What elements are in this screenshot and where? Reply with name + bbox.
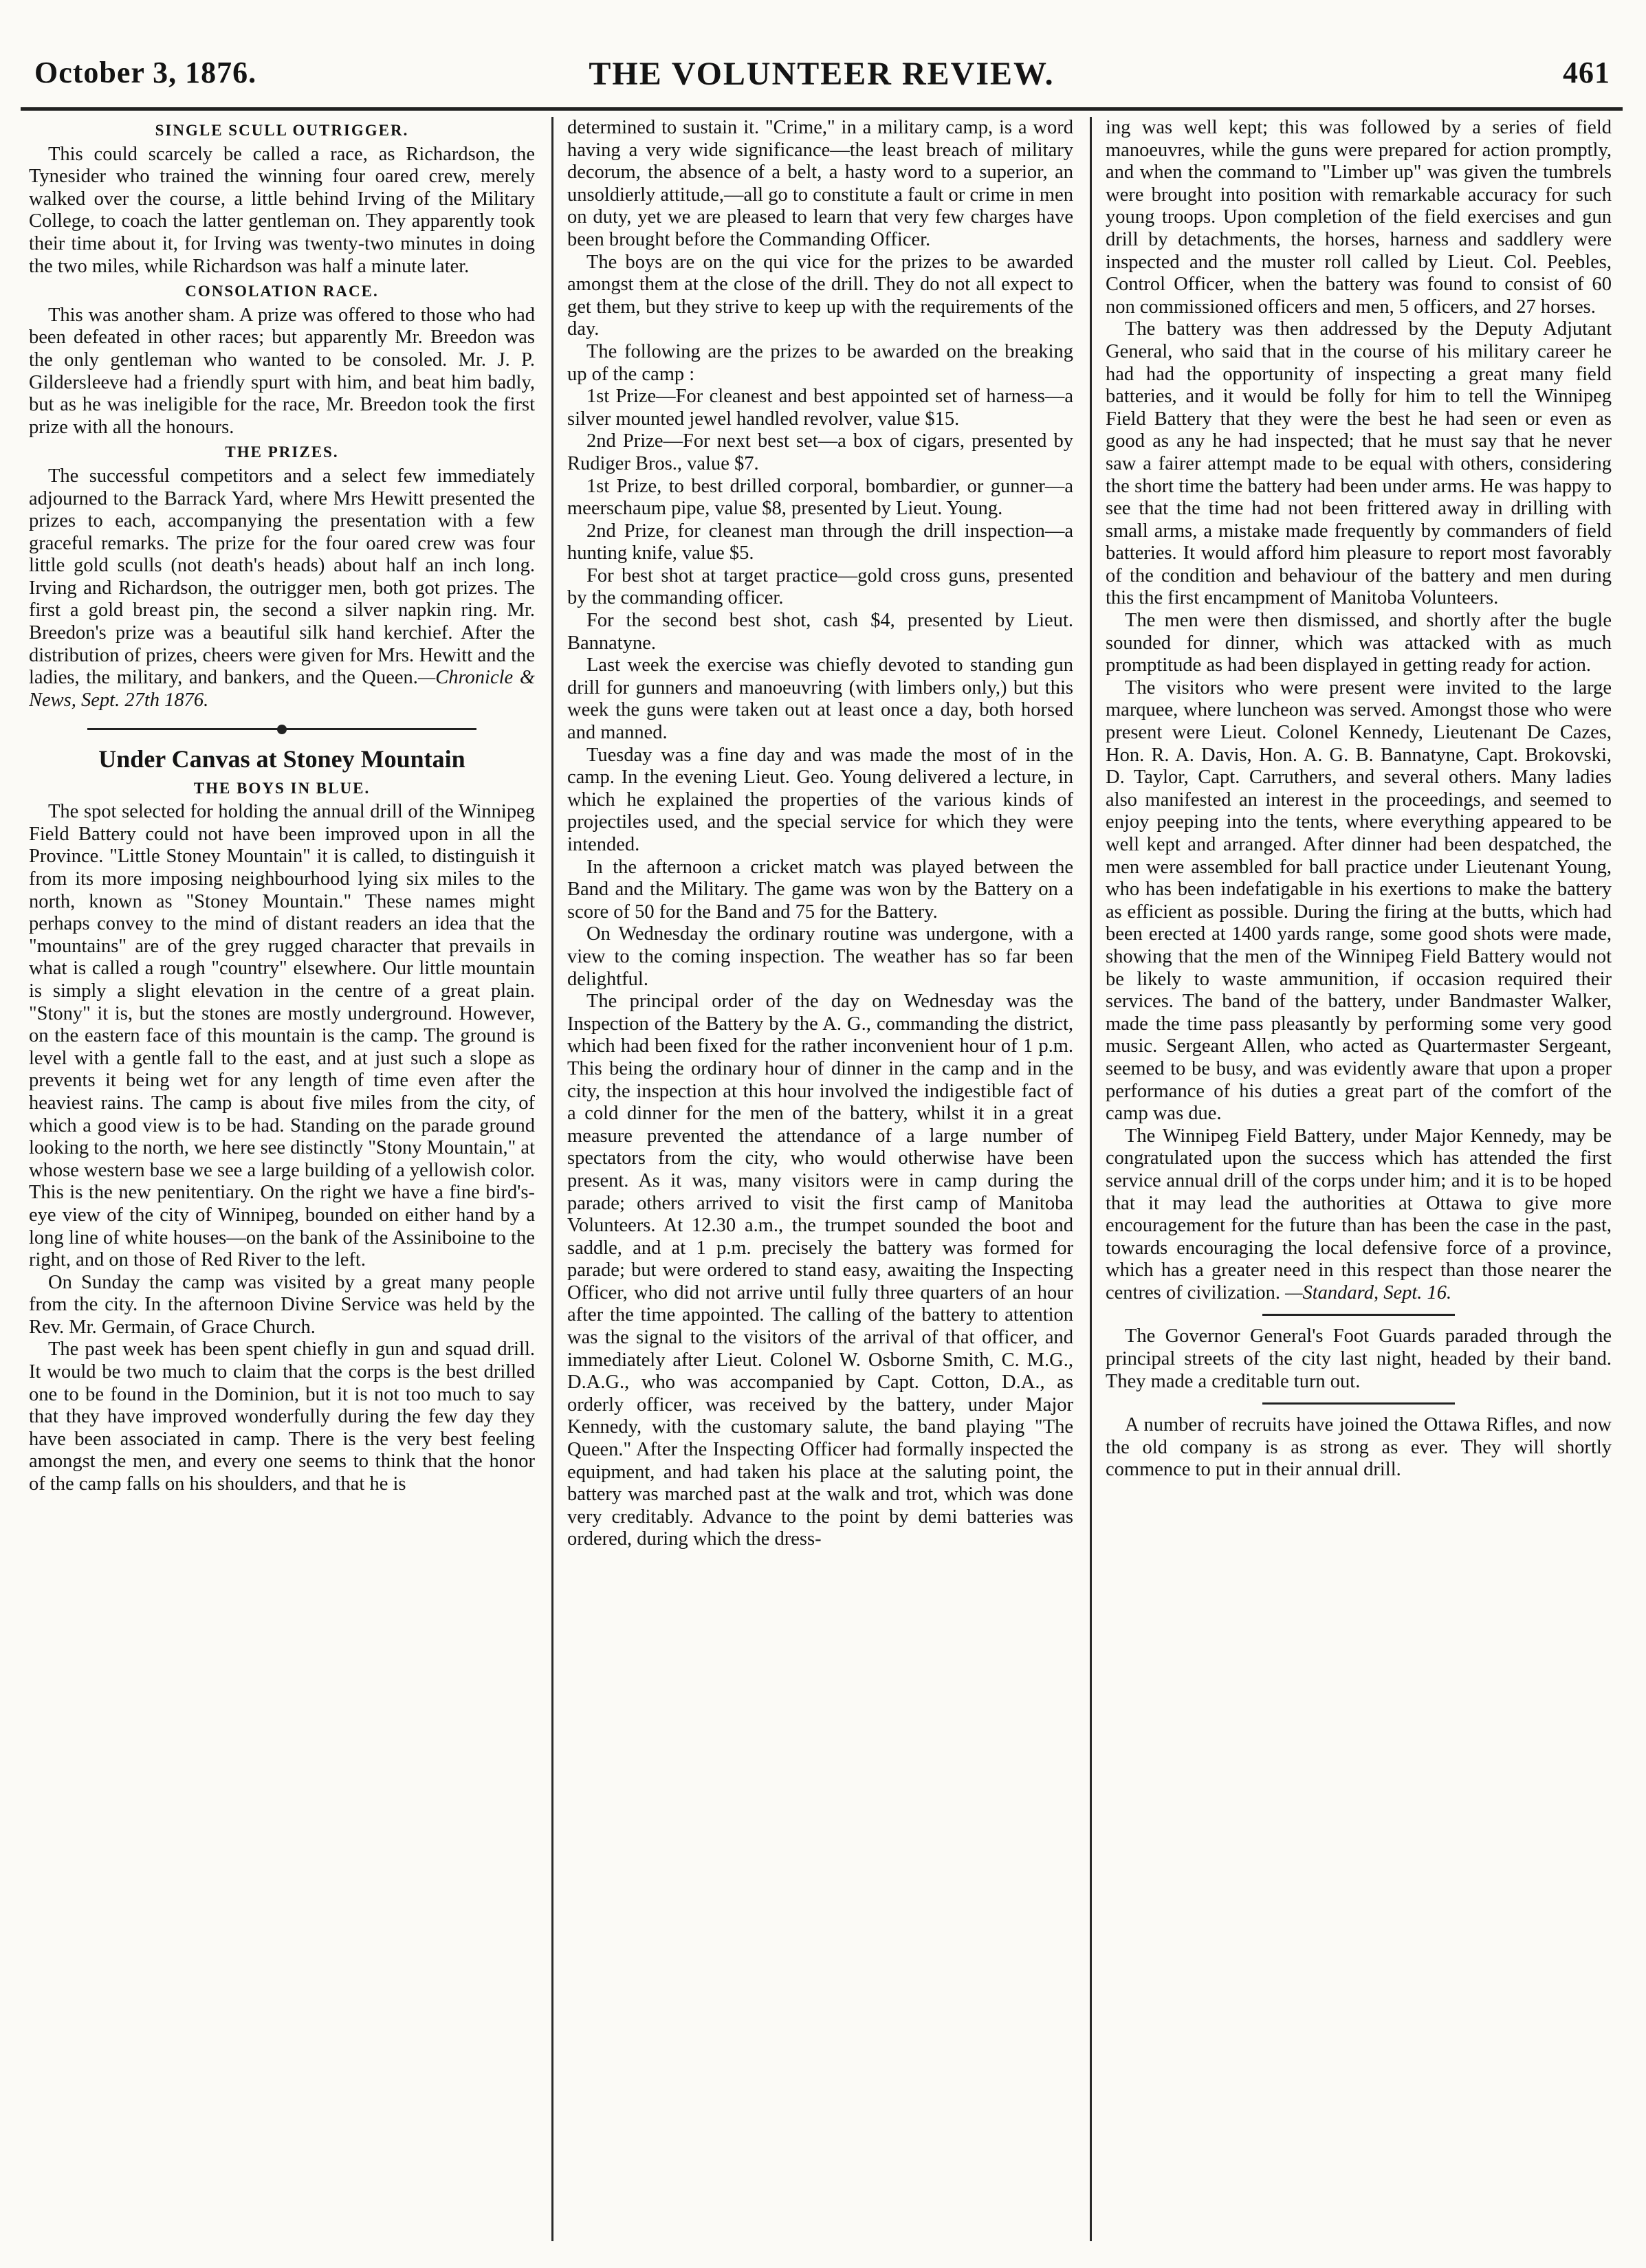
- paragraph: The Governor General's Foot Guards paraded through the principal streets of the city last night, headed by their band. They made a creditable turn out.: [1106, 1325, 1612, 1392]
- section-heading-consolation: CONSOLATION RACE.: [185, 283, 379, 300]
- paragraph: The spot selected for holding the annual drill of the Winnipeg Field Battery could not have been improved upon in all the Province. "Little Stoney Mountain" it is called, to distinguish it from its more imposing neighbourhood lying six miles to the north, known as "Stoney Mountain." These names might perhaps convey to the mind of distant readers an idea that the "mountains" are of the grey rugged character that prevails in what is called a rough "country" elsewhere. Our little mountain is simply a slight elevation in the centre of a great plain. "Stony" it is, but the stones are mostly underground. However, on the eastern face of this mountain is the camp. The ground is level with a gentle fall to the east, and at just such a slope as prevents it being wet for any length of time even after the heaviest rains. The camp is about five miles from the city, of which a good view is to be had. Standing on the parade ground looking to the north, we here see distinctly "Stony Mountain," at whose western base we see a large building of a yellowish color. This is the new penitentiary. On the right we have a fine bird's-eye view of the city of Winnipeg, bounded on either hand by a long line of white houses—on the bank of the Assiniboine to the right, and on those of Red River to the left.: [29, 801, 535, 1271]
- separator-rule: [1262, 1402, 1455, 1405]
- separator-rule: [1262, 1314, 1455, 1316]
- section-heading-prizes: THE PRIZES.: [225, 443, 339, 461]
- article-headline: Under Canvas at Stoney Mountain: [98, 745, 465, 773]
- paragraph: The following are the prizes to be awarded on the breaking up of the camp :: [567, 340, 1073, 385]
- paragraph: [1106, 1125, 1612, 1305]
- paragraph: On Sunday the camp was visited by a great many people from the city. In the afternoon Divine Service was held by the Rev. Mr. Germain, of Grace Church.: [29, 1271, 535, 1338]
- paragraph: Tuesday was a fine day and was made the most of in the camp. In the evening Lieut. Geo. Young delivered a lecture, in which he explained the properties of the various kinds of projectiles used, and the special service for which they were intended.: [567, 744, 1073, 855]
- article-columns: [21, 117, 1623, 2241]
- issue-date: October 3, 1876.: [34, 56, 257, 89]
- paragraph: [29, 465, 535, 712]
- prize-item: 1st Prize, to best drilled corporal, bombardier, or gunner—a meerschaum pipe, value $8, presented by Lieut. Young.: [567, 475, 1073, 520]
- paragraph: A number of recruits have joined the Ottawa Rifles, and now the old company is as strong as ever. They will shortly commence to put in their annual drill.: [1106, 1414, 1612, 1481]
- separator-ornament: [29, 717, 535, 740]
- paragraph: The men were then dismissed, and shortly after the bugle sounded for dinner, which was attacked with as much promptitude as had been displayed in getting ready for action.: [1106, 610, 1612, 676]
- column-3: [1106, 117, 1612, 2241]
- column-2: [567, 117, 1073, 2241]
- paragraph: Last week the exercise was chiefly devoted to standing gun drill for gunners and manoeuvring (with limbers only,) but this week the guns were taken out at least once a day, both horsed and manned.: [567, 654, 1073, 744]
- prize-item: 2nd Prize—For next best set—a box of cigars, presented by Rudiger Bros., value $7.: [567, 430, 1073, 474]
- paragraph: The visitors who were present were invited to the large marquee, where luncheon was served. Amongst those who were present were Lieut. Colonel Kennedy, Lieutenant De Cazes, Hon. R. A. Davis, Hon. A. G. B. Bannatyne, Capt. Brokovski, D. Taylor, Capt. Carruthers, and several others. Many ladies also manifested an interest in the proceedings, and seemed to enjoy peeping into the tents, where everything appeared to be well kept and arranged. After dinner had been despatched, the men were assembled for ball practice under Lieutenant Young, who has been indefatigable in his exertions to make the battery as efficient as possible. During the firing at the butts, which had been erected at 1400 yards range, some good shots were made, showing that the men of the Winnipeg Field Battery would not be likely to waste ammunition, if occasion required their services. The band of the battery, under Bandmaster Walker, made the time pass pleasantly by performing some very good music. Sergeant Allen, who acted as Quartermaster Sergeant, seemed to be busy, and was evidently aware that upon a proper performance of his duties a great part of the comfort of the camp was due.: [1106, 676, 1612, 1125]
- paragraph: In the afternoon a cricket match was played between the Band and the Military. The game was won by the Battery on a score of 50 for the Band and 75 for the Battery.: [567, 856, 1073, 923]
- paragraph: The past week has been spent chiefly in gun and squad drill. It would be two much to claim that the corps is the best drilled one to be found in the Dominion, but it is not too much to say that they have improved wonderfully during the few day they have been associated in camp. There is the very best feeling amongst the men, and every one seems to think that the honor of the camp falls on his shoulders, and that he is: [29, 1339, 535, 1495]
- newspaper-page: [21, 41, 1623, 2248]
- masthead: [21, 41, 1623, 111]
- prize-item: 2nd Prize, for cleanest man through the drill inspection—a hunting knife, value $5.: [567, 520, 1073, 564]
- article-subheading: THE BOYS IN BLUE.: [193, 779, 371, 797]
- source-citation: —Chronicle & News, Sept. 27th 1876.: [29, 667, 535, 711]
- paragraph-text: The successful competitors and a select few immediately adjourned to the Barrack Yard, where Mrs Hewitt presented the prizes to each, accompanying the presentation with a few graceful remarks. The prize for the four oared crew was four little gold sculls (not death's heads) about half an inch long. Irving and Richardson, the outrigger men, both got prizes. The first a gold breast pin, the second a silver napkin ring. Mr. Breedon's prize was a beautiful silk hand kerchief. After the distribution of prizes, cheers were given for Mrs. Hewitt and the ladies, the military, and bankers, and the Queen.: [29, 465, 535, 689]
- paragraph: On Wednesday the ordinary routine was undergone, with a view to the coming inspection. The weather has so far been delightful.: [567, 923, 1073, 990]
- prize-item: For best shot at target practice—gold cross guns, presented by the commanding officer.: [567, 564, 1073, 609]
- section-heading-single-scull: SINGLE SCULL OUTRIGGER.: [155, 122, 409, 139]
- paragraph: ing was well kept; this was followed by a series of field manoeuvres, while the guns were prepared for action promptly, and when the command to "Limber up" was given the tumbrels were brought into position with remarkable accuracy for such young troops. Upon completion of the field exercises and gun drill by detachments, the horses, harness and saddlery were inspected and the muster roll called by Lieut. Col. Peebles, Control Officer, when the battery was found to consist of 60 non commissioned officers and men, 5 officers, and 27 horses.: [1106, 117, 1612, 318]
- paragraph: The boys are on the qui vice for the prizes to be awarded amongst them at the close of the drill. They do not all expect to get them, but they strive to keep up with the requirements of the day.: [567, 251, 1073, 340]
- source-citation: —Standard, Sept. 16.: [1285, 1281, 1452, 1303]
- paragraph: The battery was then addressed by the Deputy Adjutant General, who said that in the course of his military career he had had the opportunity of inspecting a great many field batteries, and it would be folly for him to tell the Winnipeg Field Battery that they were the best he had seen or even as good as any he had inspected; that he must say that he never saw a fairer attempt made to be equal with others, considering the short time the battery had been under arms. He was happy to see that the time had not been frittered away in drilling with small arms, a mistake made frequently by commanders of field batteries. It would afford him pleasure to report most favorably of the condition and behaviour of the battery and men during this the first encampment of Manitoba Volunteers.: [1106, 318, 1612, 609]
- column-1: [29, 117, 535, 2241]
- prize-item: 1st Prize—For cleanest and best appointed set of harness—a silver mounted jewel handled revolver, value $15.: [567, 386, 1073, 430]
- column-rule: [551, 117, 553, 2241]
- prize-item: For the second best shot, cash $4, presented by Lieut. Bannatyne.: [567, 610, 1073, 654]
- paragraph: This could scarcely be called a race, as Richardson, the Tynesider who trained the winning four oared crew, merely walked over the course, a little behind Irving of the Military College, to coach the latter gentleman on. They apparently took their time about it, for Irving was twenty-two minutes in doing the two miles, while Richardson was half a minute later.: [29, 143, 535, 277]
- paragraph-text: The Winnipeg Field Battery, under Major Kennedy, may be congratulated upon the success which has attended the first service annual drill of the corps under him; and it is to be hoped that it may lead the authorities at Ottawa to give more encouragement for the future than has been the case in the past, towards encouraging the local defensive force of a province, which has a greater need in this respect than those nearer the centres of civilization.: [1106, 1125, 1612, 1303]
- page-number: 461: [1563, 56, 1610, 89]
- column-rule: [1090, 117, 1092, 2241]
- paragraph: The principal order of the day on Wednesday was the Inspection of the Battery by the A. G., commanding the district, which had been fixed for the rather inconvenient hour of 1 p.m. This being the ordinary hour of dinner in the camp and in the city, the inspection at this hour involved the indigestible fact of a cold dinner for the men of the battery, whilst it in a great measure prevented the attendance of a large number of spectators from the city, who would otherwise have been present. As it was, many visitors were in camp during the parade; others arrived to visit the first camp of Manitoba Volunteers. At 12.30 a.m., the trumpet sounded the boot and saddle, and at 1 p.m. precisely the battery was formed for parade; but were ordered to stand easy, awaiting the Inspecting Officer, who did not arrive until fully three quarters of an hour after the time appointed. The calling of the battery to attention was the signal to the visitors of the arrival of that officer, and immediately after Lieut. Colonel W. Osborne Smith, C. M.G., D.A.G., who was accompanied by Capt. Cotton, D.A., as orderly officer, was received by the battery, under Major Kennedy, with the customary salute, the band playing "The Queen." After the Inspecting Officer had formally inspected the equipment, and had taken his place at the saluting point, the battery was marched past at the walk and trot, which was done very creditably. Advance to the point by demi batteries was ordered, during which the dress-: [567, 991, 1073, 1550]
- paragraph: determined to sustain it. "Crime," in a military camp, is a word having a very wide significance—the least breach of military decorum, the absence of a belt, a hasty word to a superior, an unsoldierly attitude,—all go to constitute a fault or crime in men on duty, yet we are pleased to learn that very few charges have been brought before the Commanding Officer.: [567, 117, 1073, 250]
- paragraph: This was another sham. A prize was offered to those who had been defeated in other races; but apparently Mr. Breedon was the only gentleman who wanted to be consoled. Mr. J. P. Gildersleeve had a friendly spurt with him, and beat him badly, but as he was ineligible for the race, Mr. Breedon took the first prize with all the honours.: [29, 304, 535, 438]
- publication-title: THE VOLUNTEER REVIEW.: [589, 56, 1055, 92]
